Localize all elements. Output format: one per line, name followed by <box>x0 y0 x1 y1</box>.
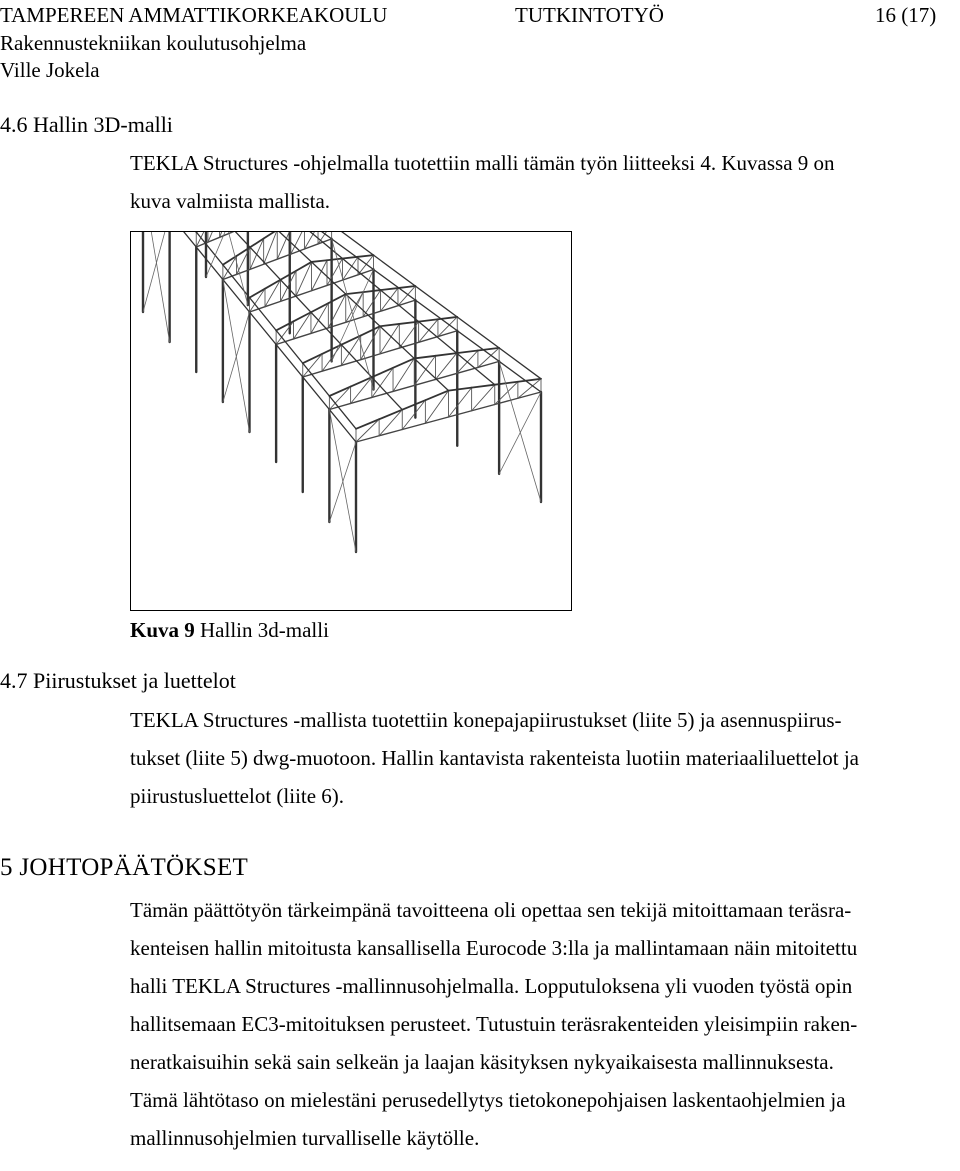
figure-label: Kuva 9 <box>130 618 195 642</box>
truss-top-chord <box>379 410 402 420</box>
purlin <box>190 232 495 385</box>
header-institution: TAMPEREEN AMMATTIKORKEAKOULU <box>0 3 388 27</box>
truss-bottom-chord <box>449 411 472 417</box>
truss-diagonal <box>449 388 472 417</box>
truss-bottom-chord <box>402 423 425 429</box>
steel-hall-3d-drawing <box>131 232 571 610</box>
truss-top-chord <box>329 387 350 396</box>
header-program: Rakennustekniikan koulutusohjelma <box>0 31 307 55</box>
figure-caption <box>130 620 329 641</box>
section-4-6-line: kuva valmiista mallista. <box>130 189 331 213</box>
truss-top-chord <box>346 292 363 294</box>
section-5-line: hallitsemaan EC3-mitoituksen perusteet. Tutustuin teräsrakenteiden yleisimpiin raken- <box>130 1012 858 1036</box>
wall-bracing <box>329 410 356 553</box>
truss-top-chord <box>472 385 495 388</box>
section-5-line: Tämä lähtötaso on mielestäni perusedellytys tietokonepohjaisen laskentaohjelmien ja <box>130 1088 846 1112</box>
section-5-heading: 5 JOHTOPÄÄTÖKSET <box>0 854 249 881</box>
truss-bottom-chord <box>379 430 402 436</box>
truss-top-chord <box>435 353 456 356</box>
section-5-line: Tämän päättötyön tärkeimpänä tavoitteena oli opettaa sen tekijä mitoittamaan teräsra- <box>130 898 852 922</box>
truss-bottom-chord <box>351 397 372 403</box>
truss-top-chord <box>358 255 374 257</box>
truss-top-chord <box>351 377 372 386</box>
section-5-line: mallinnusohjelmien turvalliselle käytölle. <box>130 1126 480 1150</box>
section-4-7-line: TEKLA Structures -mallista tuotettiin konepajapiirustukset (liite 5) ja asennuspiirus- <box>130 708 842 732</box>
truss-top-chord <box>356 419 379 429</box>
section-4-7-line: piirustusluettelot (liite 6). <box>130 784 345 808</box>
truss-bottom-chord <box>343 275 359 280</box>
wall-bracing <box>143 232 170 342</box>
section-4-7-line: tukset (liite 5) dwg-muotoon. Hallin kantavista rakenteista luotiin materiaaliluettelot ja <box>130 746 859 770</box>
figure-caption-text: Hallin 3d-malli <box>194 618 329 642</box>
truss-diagonal <box>435 353 456 379</box>
truss-top-chord <box>414 356 435 359</box>
truss-diagonal <box>208 232 220 242</box>
header-page-number: 16 (17) <box>875 3 937 27</box>
truss-top-chord <box>381 288 398 290</box>
truss-bottom-chord <box>322 365 341 371</box>
truss-top-chord <box>419 319 438 321</box>
wall-bracing <box>499 361 541 502</box>
truss-top-chord <box>380 324 399 326</box>
truss-top-chord <box>449 388 472 391</box>
wall-bracing <box>223 280 250 433</box>
truss-top-chord <box>457 351 478 354</box>
truss-top-chord <box>327 259 343 261</box>
truss-top-chord <box>398 286 415 288</box>
section-4-7-heading: 4.7 Piirustukset ja luettelot <box>0 668 236 693</box>
section-5-line: kenteisen hallin mitoitusta kansallisella Eurocode 3:lla ja mallintamaan näin mitoitettu <box>130 936 858 960</box>
truss-diagonal <box>291 232 305 254</box>
truss-top-chord <box>312 260 328 262</box>
section-5-line: neratkaisuihin sekä sain selkeän ja laajan käsityksen nykyaikaisesta mallinnuksesta. <box>130 1050 834 1074</box>
section-4-6-line: TEKLA Structures -ohjelmalla tuotettiin malli tämän työn liitteeksi 4. Kuvassa 9 on <box>130 151 835 175</box>
figure-3d-model <box>130 231 572 611</box>
wall-bracing <box>143 232 170 312</box>
header-doc-type: TUTKINTOTYÖ <box>515 3 664 27</box>
truss-bottom-chord <box>472 405 495 411</box>
wall-bracing <box>206 232 248 305</box>
section-5-line: halli TEKLA Structures -mallinnusohjelmalla. Lopputuloksena yli vuoden työstä opin <box>130 974 853 998</box>
section-4-6-heading: 4.6 Hallin 3D-malli <box>0 112 173 137</box>
truss-top-chord <box>303 354 322 363</box>
truss-bottom-chord <box>435 373 456 379</box>
truss-diagonal <box>472 385 495 411</box>
header-author: Ville Jokela <box>0 58 100 82</box>
truss-top-chord <box>250 289 266 298</box>
truss-top-chord <box>363 290 380 292</box>
